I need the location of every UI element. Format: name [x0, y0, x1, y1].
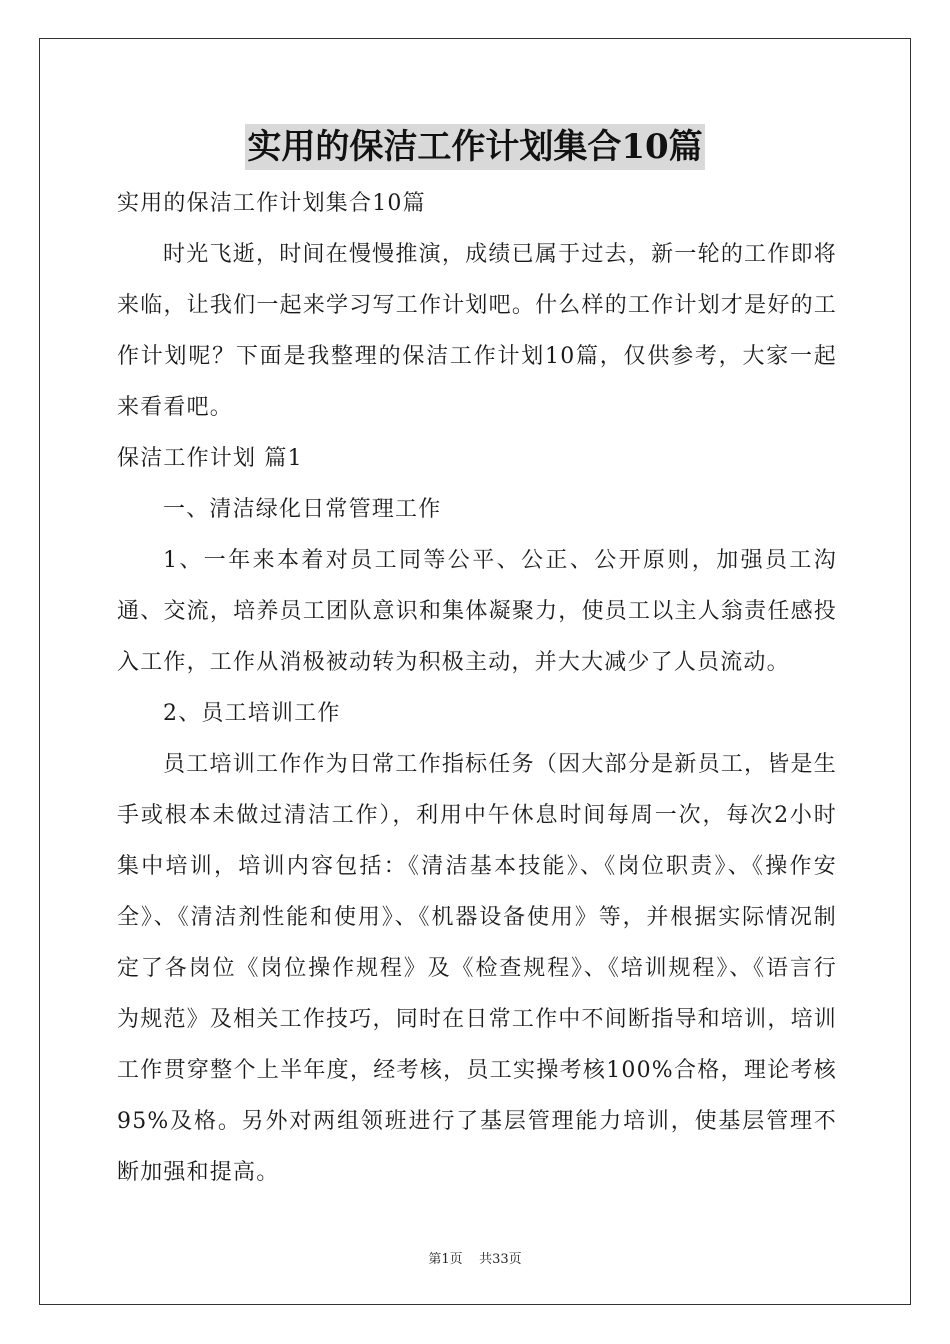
- document-body: [117, 178, 837, 1198]
- document-subtitle: 实用的保洁工作计划集合10篇: [117, 191, 426, 216]
- page-footer: [0, 1248, 950, 1267]
- section-heading: 保洁工作计划 篇1: [117, 446, 303, 471]
- page-number: 第1页: [428, 1252, 463, 1267]
- subsection-heading: 一、清洁绿化日常管理工作: [163, 497, 442, 522]
- item-heading: 2、员工培训工作: [163, 701, 341, 726]
- body-paragraph: 员工培训工作作为日常工作指标任务（因大部分是新员工，皆是生手或根本未做过清洁工作），利用中午休息时间每周一次，每次2小时集中培训，培训内容包括：《清洁基本技能》、《岗位职责》、《操作安全》、《清洁剂性能和使用》、《机器设备使用》等，并根据实际情况制定了各岗位《岗位操作规程》及《检查规程》、《培训规程》、《语言行为规范》及相关工作技巧，同时在日常工作中不间断指导和培训，培训工作贯穿整个上半年度，经考核，员工实操考核100%合格，理论考核95%及格。另外对两组领班进行了基层管理能力培训，使基层管理不断加强和提高。: [117, 752, 837, 1185]
- body-paragraph: 1、一年来本着对员工同等公平、公正、公开原则，加强员工沟通、交流，培养员工团队意识和集体凝聚力，使员工以主人翁责任感投入工作，工作从消极被动转为积极主动，并大大减少了人员流动。: [117, 548, 837, 675]
- document-title: 实用的保洁工作计划集合10篇: [245, 124, 704, 170]
- title-container: [0, 124, 950, 170]
- page-total: 共33页: [479, 1252, 522, 1267]
- intro-paragraph: 时光飞逝，时间在慢慢推演，成绩已属于过去，新一轮的工作即将来临，让我们一起来学习写工作计划吧。什么样的工作计划才是好的工作计划呢？下面是我整理的保洁工作计划10篇，仅供参考，大家一起来看看吧。: [117, 242, 837, 420]
